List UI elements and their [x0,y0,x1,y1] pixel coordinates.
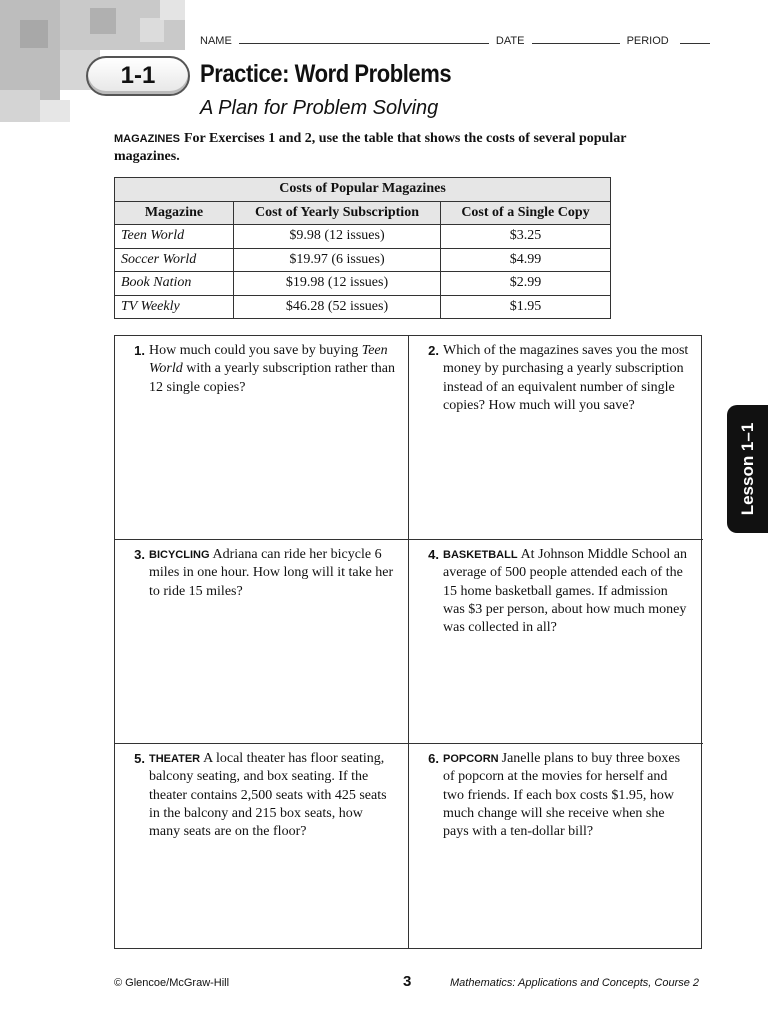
page-subtitle: A Plan for Problem Solving [200,97,439,119]
subscription-cost: $9.98 (12 issues) [234,225,441,249]
exercise-instructions [114,130,634,166]
student-info-line [200,34,710,47]
table-header-row [115,201,611,225]
date-field[interactable] [532,34,620,44]
problem-2 [409,336,703,540]
problem-3 [115,540,409,744]
magazine-name: Teen World [115,225,234,249]
problem-keyword: BICYCLING [149,549,210,561]
copyright: © Glencoe/McGraw-Hill [114,977,230,989]
problem-number: 3. [134,547,145,562]
magazine-name: Soccer World [115,248,234,272]
problem-6 [409,744,703,948]
table-row [115,272,611,296]
column-header: Cost of a Single Copy [441,201,611,225]
magazine-name: TV Weekly [115,295,234,319]
problem-text: Janelle plans to buy three boxes of popcorn at the movies for herself and two friends. If each box costs $1.95, how much change will she receive when she pays with a ten-dollar bill? [443,751,681,840]
problem-number: 1. [134,343,145,358]
problem-number: 4. [428,547,439,562]
problem-number: 2. [428,343,439,358]
name-label: NAME [200,35,232,47]
problem-text: How much could you save by buying [149,343,362,358]
magazine-name: Book Nation [115,272,234,296]
problems-grid [114,335,702,949]
single-copy-cost: $3.25 [441,225,611,249]
subscription-cost: $19.98 (12 issues) [234,272,441,296]
page-title: Practice: Word Problems [200,60,452,88]
problem-number: 5. [134,751,145,766]
problem-text: Adriana can ride her bicycle 6 miles in one hour. How long will it take her to ride 15 miles? [149,547,394,599]
magazine-costs-table [114,177,611,319]
lesson-number-badge: 1-1 [86,56,190,96]
subscription-cost: $19.97 (6 issues) [234,248,441,272]
single-copy-cost: $4.99 [441,248,611,272]
problem-text-continued: with a yearly subscription rather than 12 single copies? [149,361,395,395]
magazine-name-emphasis: Teen World [149,343,388,377]
single-copy-cost: $1.95 [441,295,611,319]
table-row [115,225,611,249]
instructions-text: For Exercises 1 and 2, use the table that shows the costs of several popular magazines. [114,131,627,164]
problem-5 [115,744,409,948]
lesson-side-tab-label: Lesson 1–1 [737,422,757,516]
single-copy-cost: $2.99 [441,272,611,296]
table-row [115,295,611,319]
problem-text: A local theater has floor seating, balcony seating, and box seating. If the theater contains 2,500 seats with 425 seats in the balcony and 215 box seats, how many seats are on the floor? [149,751,387,840]
column-header: Cost of Yearly Subscription [234,201,441,225]
table-caption: Costs of Popular Magazines [115,178,611,202]
subscription-cost: $46.28 (52 issues) [234,295,441,319]
column-header: Magazine [115,201,234,225]
lesson-side-tab [727,405,768,533]
period-field[interactable] [680,34,710,44]
table-row [115,248,611,272]
period-label: PERIOD [626,35,669,47]
topic-label: MAGAZINES [114,133,180,145]
problem-text: At Johnson Middle School an average of 500 people attended each of the 15 home basketball games. If admission was $3 per person, about how much money was collected in all? [443,547,688,636]
date-label: DATE [495,35,525,47]
problem-text: Which of the magazines saves you the most money by purchasing a yearly subscription instead of an equivalent number of single copies? How much will you save? [443,343,689,413]
problem-keyword: BASKETBALL [443,549,518,561]
page-number: 3 [403,973,412,990]
problem-1 [115,336,409,540]
problem-keyword: POPCORN [443,753,499,765]
name-field[interactable] [239,34,489,44]
problem-4 [409,540,703,744]
book-title: Mathematics: Applications and Concepts, Course 2 [450,977,700,989]
problem-number: 6. [428,751,439,766]
problem-keyword: THEATER [149,753,201,765]
